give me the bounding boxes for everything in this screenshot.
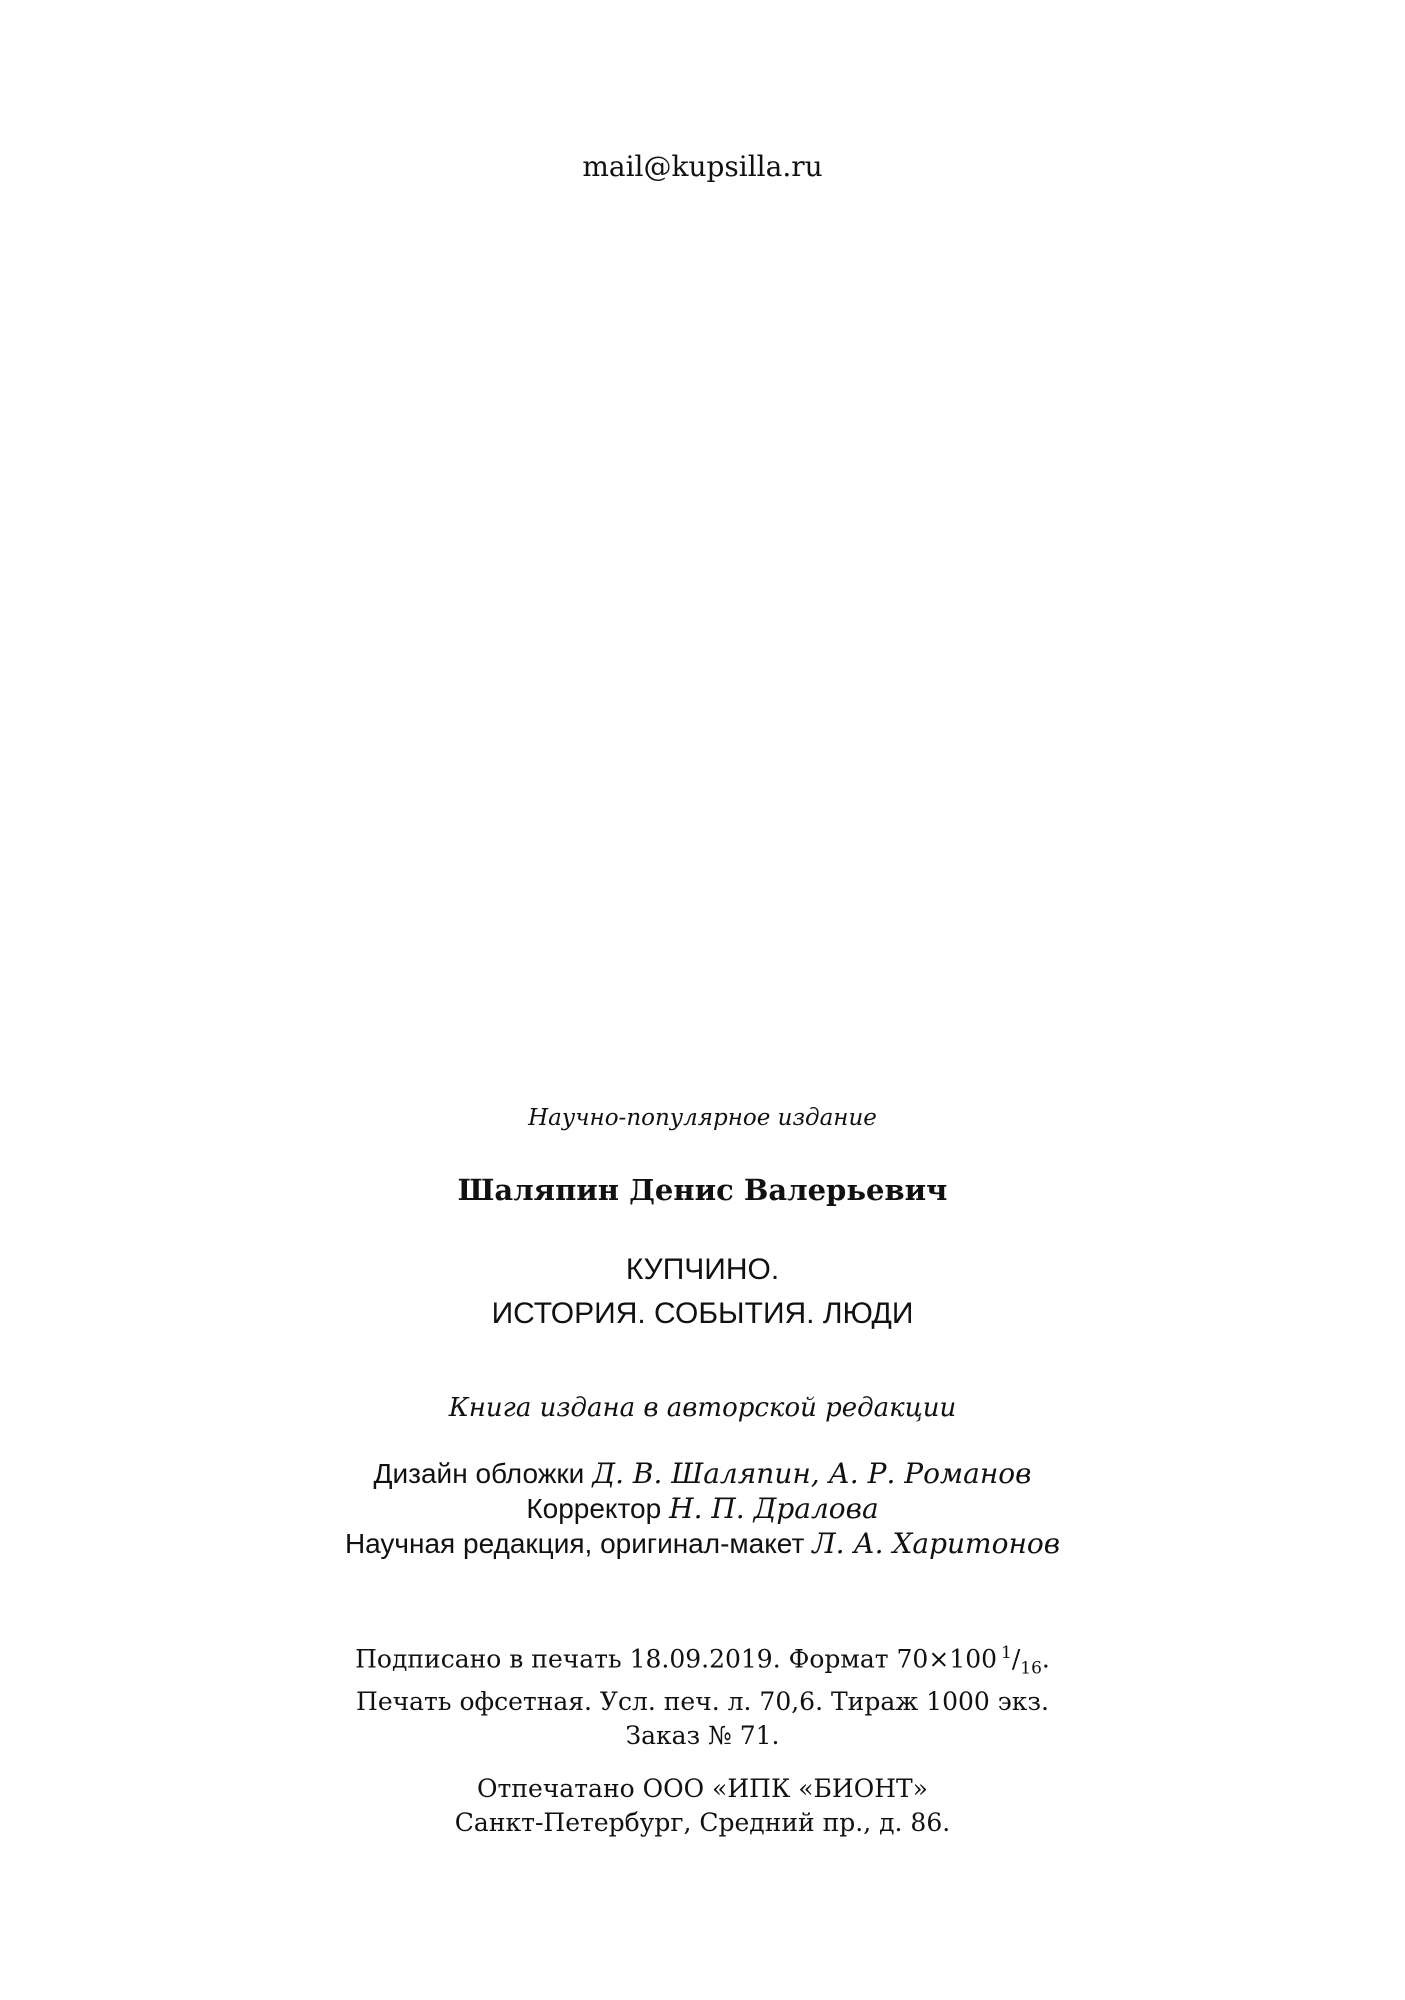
book-title-line-1: КУПЧИНО.: [625, 1253, 780, 1286]
imprint-signed-format: Подписано в печать 18.09.2019. Формат 70×100: [355, 1644, 998, 1674]
credit-proofreader: [0, 1491, 1405, 1526]
credit-name: Д. В. Шаляпин, А. Р. Романов: [592, 1457, 1032, 1490]
format-denominator: 16: [1020, 1658, 1042, 1679]
imprint-line-3: Заказ № 71.: [625, 1721, 780, 1751]
format-numerator: 1: [1001, 1643, 1012, 1663]
credit-cover-design: [0, 1456, 1405, 1491]
printer-address: Санкт-Петербург, Средний пр., д. 86.: [454, 1808, 951, 1837]
credit-name: Л. А. Харитонов: [812, 1527, 1061, 1560]
genre-label: Научно-популярное издание: [528, 1105, 877, 1131]
credit-role: Дизайн обложки: [373, 1458, 585, 1489]
book-title-line-2: ИСТОРИЯ. СОБЫТИЯ. ЛЮДИ: [491, 1297, 914, 1330]
credits-block: [0, 1456, 1405, 1561]
credit-scientific-editor: [0, 1526, 1405, 1561]
imprint-block: [0, 1636, 1405, 1753]
imprint-line-1-end: .: [1041, 1644, 1050, 1674]
credit-role: Научная редакция, оригинал-макет: [344, 1528, 805, 1559]
edition-note: Книга издана в авторской редакции: [448, 1393, 957, 1423]
publisher-email: mail@kupsilla.ru: [582, 150, 823, 183]
printer-block: [0, 1772, 1405, 1840]
credit-role: Корректор: [526, 1493, 662, 1524]
imprint-line-2: Печать офсетная. Усл. печ. л. 70,6. Тираж 1000 экз.: [356, 1687, 1049, 1717]
imprint-line-1: [0, 1636, 1405, 1685]
credit-name: Н. П. Дралова: [669, 1492, 879, 1525]
format-slash: /: [1011, 1644, 1021, 1674]
author-name: Шаляпин Денис Валерьевич: [457, 1173, 948, 1207]
printer-name: Отпечатано ООО «ИПК «БИОНТ»: [477, 1774, 928, 1803]
book-title: [0, 1248, 1405, 1336]
